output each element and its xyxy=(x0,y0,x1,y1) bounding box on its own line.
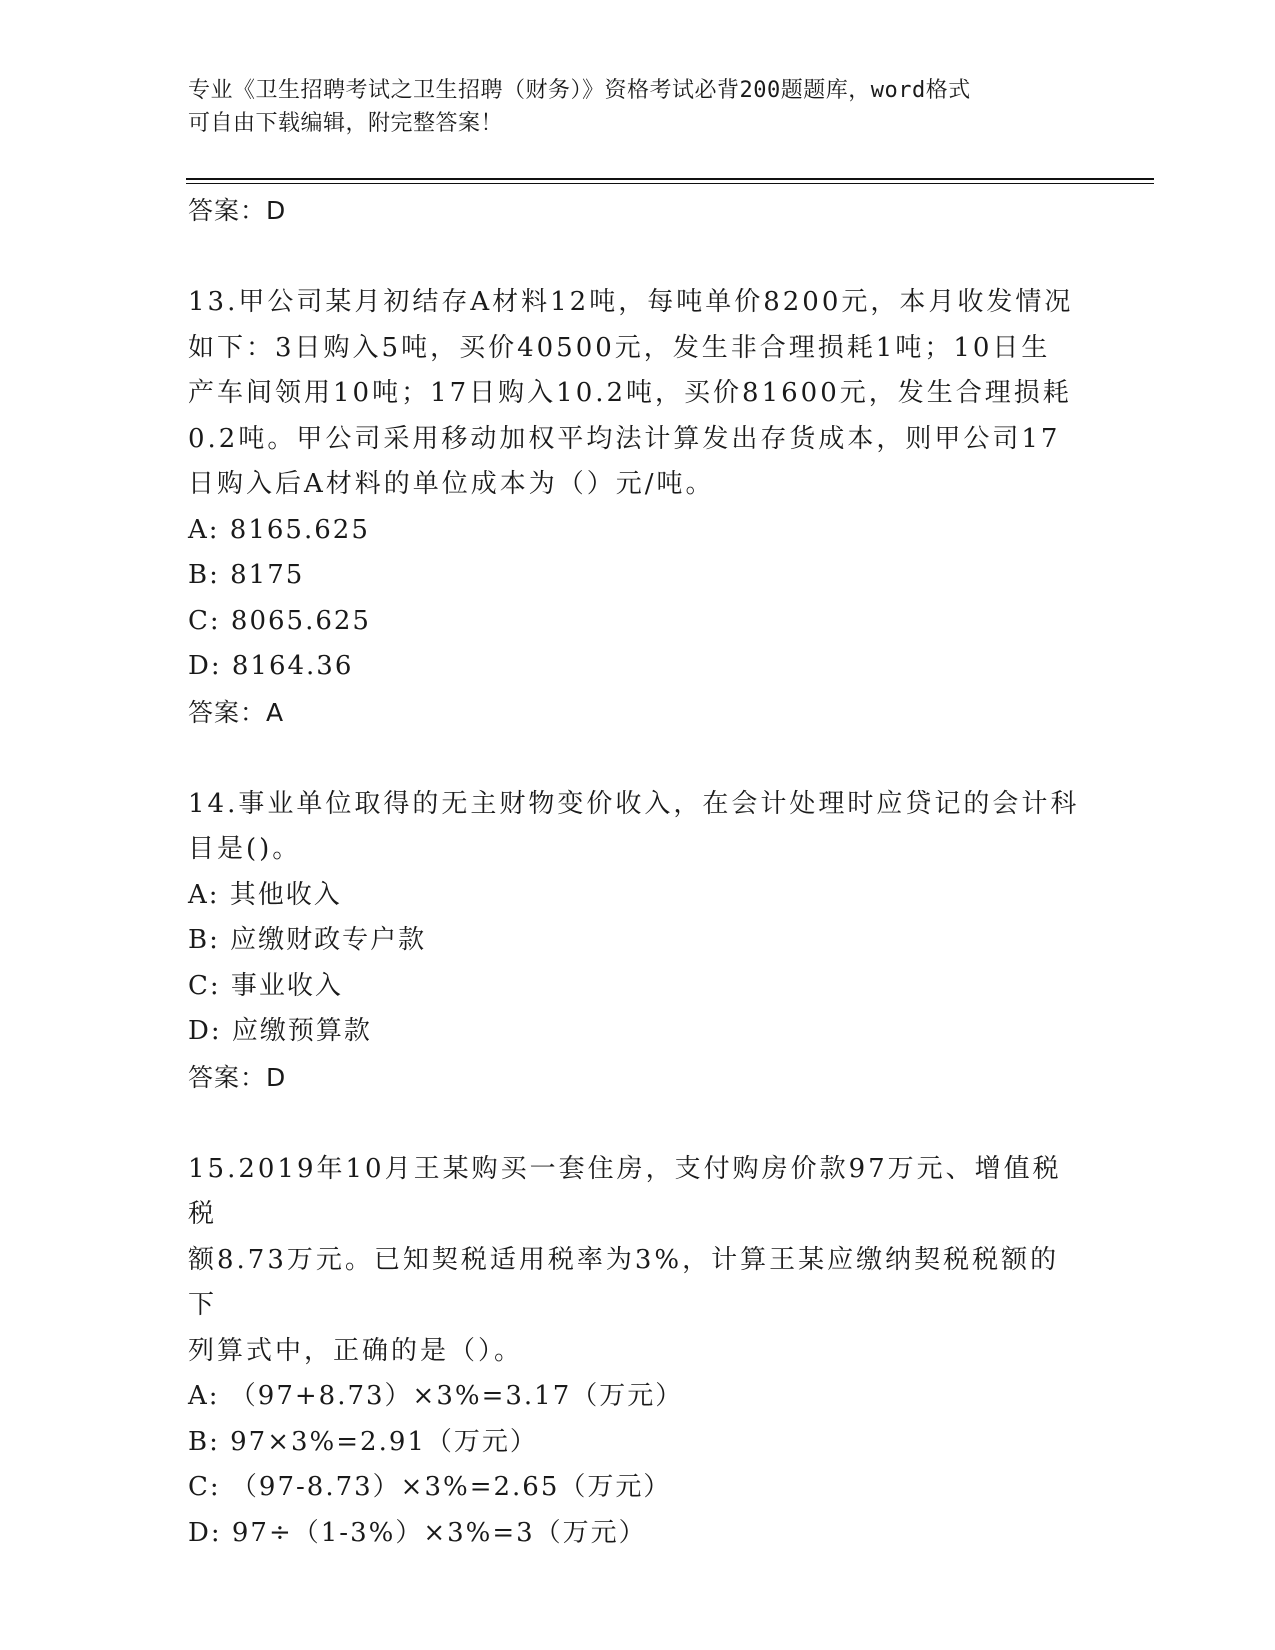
document-header xyxy=(188,74,1068,140)
question-stem-line: 如下：3日购入5吨，买价40500元，发生非合理损耗1吨；10日生 xyxy=(188,332,1051,363)
question-stem-line: 列算式中，正确的是（）。 xyxy=(188,1335,524,1366)
option-a: A: 8165.625 xyxy=(188,514,370,545)
header-divider-thin xyxy=(186,183,1154,184)
header-line-2: 可自由下载编辑，附完整答案！ xyxy=(188,111,504,136)
question-stem-line: 0.2吨。甲公司采用移动加权平均法计算发出存货成本，则甲公司17 xyxy=(188,423,1061,454)
header-divider-thick xyxy=(186,178,1154,180)
spacer xyxy=(188,1101,1088,1147)
option-b: B: 应缴财政专户款 xyxy=(188,925,427,955)
spacer xyxy=(188,234,1088,280)
question-content xyxy=(188,188,1088,1556)
option-b: B: 97×3%=2.91（万元） xyxy=(188,1426,538,1457)
question-stem-line: 产车间领用10吨；17日购入10.2吨，买价81600元，发生合理损耗 xyxy=(188,378,1072,408)
option-d: D: 应缴预算款 xyxy=(188,1016,372,1046)
option-b: B: 8175 xyxy=(188,560,305,590)
question-stem-line: 目是()。 xyxy=(188,834,302,864)
option-d: D: 8164.36 xyxy=(188,651,354,681)
previous-answer: 答案：D xyxy=(188,196,287,225)
question-stem-line: 13.甲公司某月初结存A材料12吨，每吨单价8200元，本月收发情况 xyxy=(188,287,1074,317)
spacer xyxy=(188,736,1088,782)
option-a: A: （97+8.73）×3%=3.17（万元） xyxy=(188,1381,684,1411)
question-stem-line: 额8.73万元。已知契税适用税率为3%，计算王某应缴纳契税税额的下 xyxy=(188,1244,1060,1320)
question-15 xyxy=(188,1147,1088,1557)
option-c: C: 8065.625 xyxy=(188,605,371,636)
answer: 答案：D xyxy=(188,1062,287,1092)
question-stem-line: 15.2019年10月王某购买一套住房，支付购房价款97万元、增值税税 xyxy=(188,1153,1062,1229)
answer: 答案：A xyxy=(188,697,285,727)
question-13 xyxy=(188,280,1088,736)
option-c: C: （97-8.73）×3%=2.65（万元） xyxy=(188,1472,672,1502)
option-d: D: 97÷（1-3%）×3%=3（万元） xyxy=(188,1517,647,1548)
question-stem-line: 日购入后A材料的单位成本为（）元/吨。 xyxy=(188,469,715,499)
question-14 xyxy=(188,782,1088,1101)
header-line-1: 专业《卫生招聘考试之卫生招聘（财务）》资格考试必背200题题库，word格式 xyxy=(188,78,971,103)
option-a: A: 其他收入 xyxy=(188,879,342,910)
option-c: C: 事业收入 xyxy=(188,970,343,1001)
question-stem-line: 14.事业单位取得的无主财物变价收入，在会计处理时应贷记的会计科 xyxy=(188,788,1080,819)
